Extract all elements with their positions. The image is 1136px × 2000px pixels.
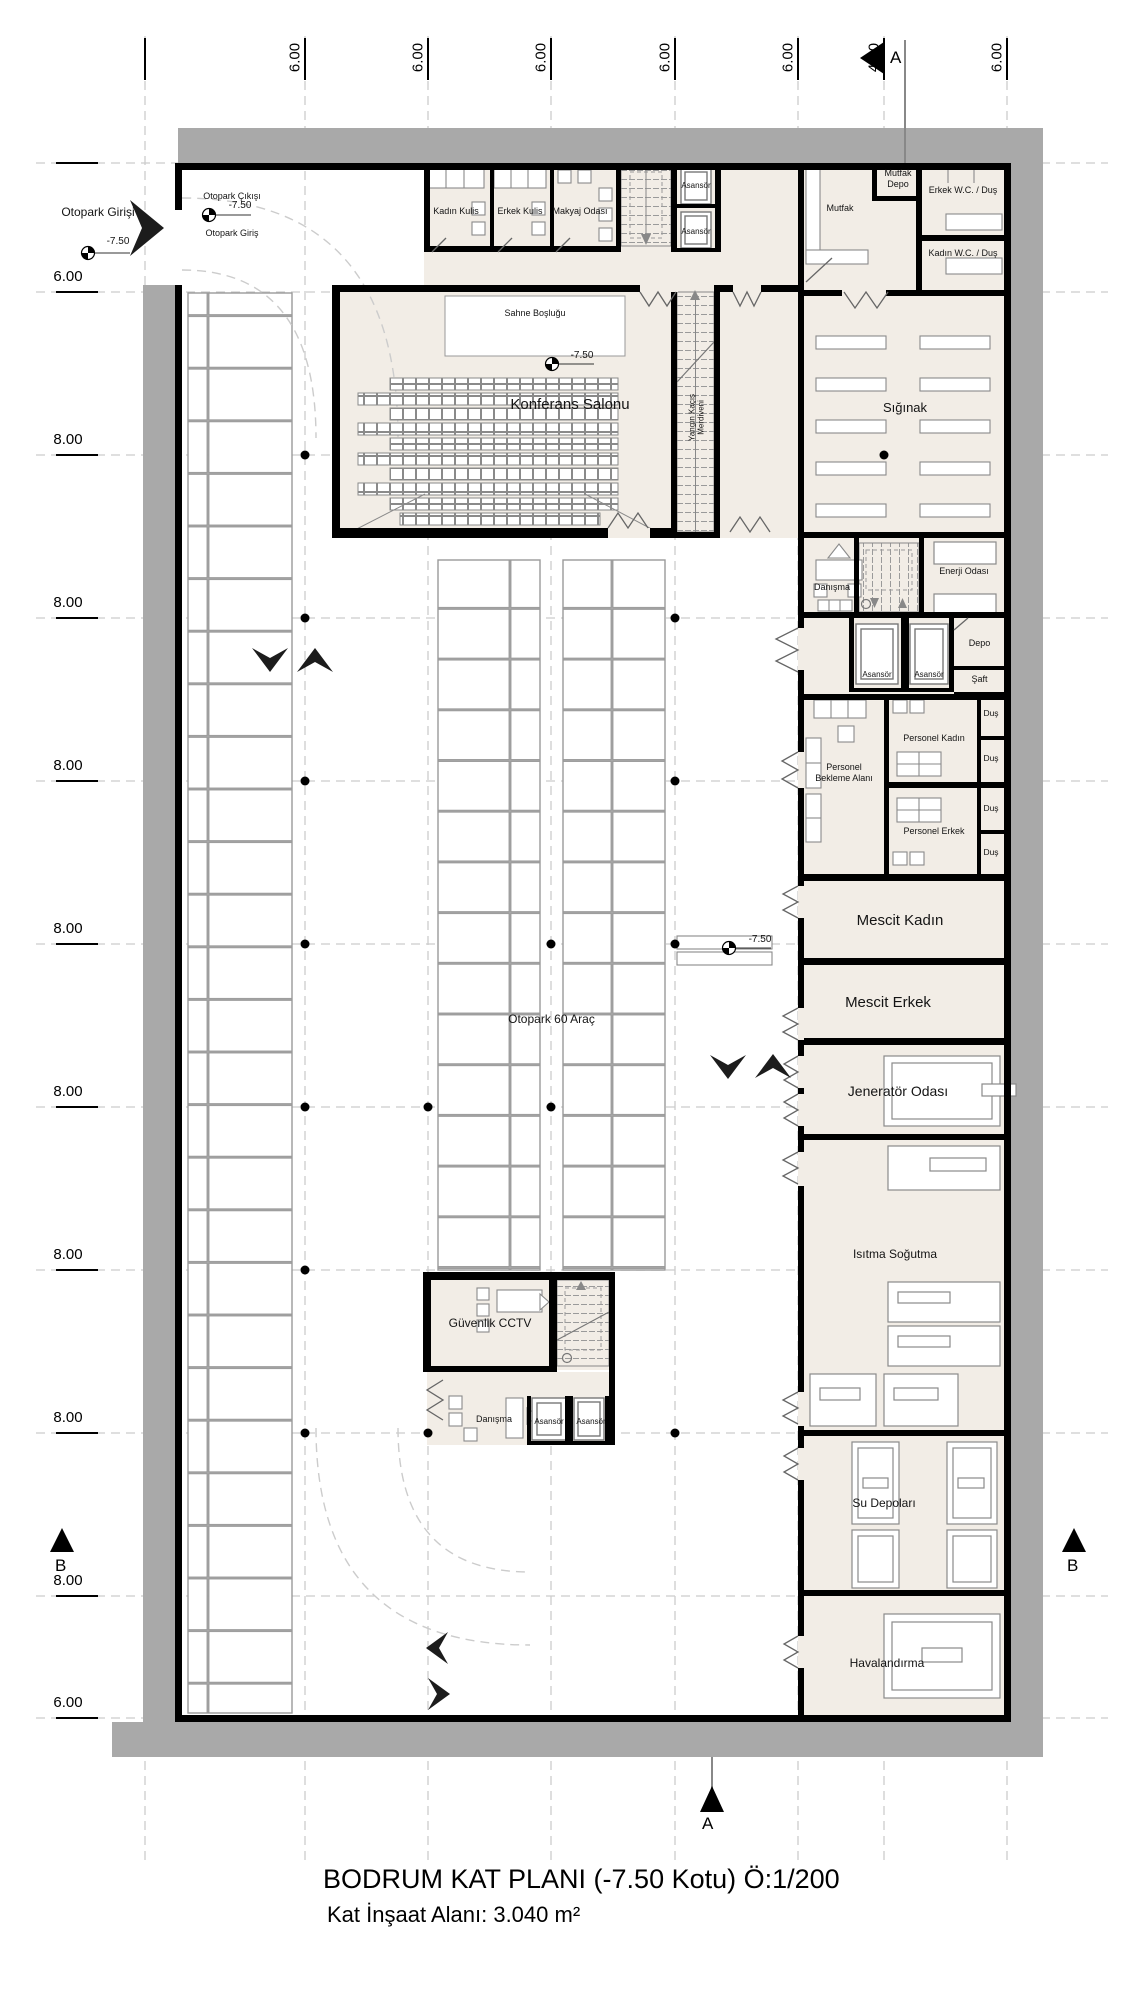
entrance-level: -7.50 [106, 236, 130, 247]
room-label-yangin-kacis: Yangın Kaçış Merdiveni [687, 393, 706, 441]
room-label-su-depolari: Su Depoları [852, 1496, 916, 1510]
room-label-asansor-1: Asansör [681, 181, 711, 190]
room-label-dus-1: Duş [983, 708, 999, 718]
stairs-security-core [557, 1280, 609, 1366]
room-label-asansor-4: Asansör [914, 670, 944, 679]
room-label-personel-kadin: Personel Kadın [903, 733, 965, 743]
plan-title: BODRUM KAT PLANI (-7.50 Kotu) Ö:1/200 [323, 1864, 840, 1894]
room-label-makyaj-odasi: Makyaj Odası [552, 206, 608, 216]
dim-top-5: 6.00 [779, 42, 797, 73]
room-label-danisma-core: Danışma [813, 582, 850, 592]
entry-label: Otopark Giriş [205, 228, 259, 238]
parking-level: -7.50 [748, 934, 772, 945]
room-label-depo: Depo [968, 638, 991, 648]
exit-label: Otopark Çıkışı [203, 191, 261, 201]
room-label-danisma-bottom: Danışma [475, 1414, 512, 1424]
room-label-jenerator-odasi: Jeneratör Odası [847, 1083, 949, 1099]
stairs-core [859, 543, 919, 612]
room-label-kadin-kulis: Kadın Kulis [433, 206, 479, 216]
room-label-mescit-erkek: Mescit Erkek [845, 994, 931, 1011]
dim-left-4: 8.00 [53, 757, 83, 774]
room-label-konferans-salonu: Konferans Salonu [510, 396, 630, 413]
room-label-dus-3: Duş [983, 803, 999, 813]
room-label-otopark: Otopark 60 Araç [508, 1012, 595, 1026]
room-label-mescit-kadin: Mescit Kadın [856, 912, 944, 929]
room-label-havalandirma: Havalandırma [849, 1656, 925, 1670]
dim-left-9: 8.00 [53, 1572, 83, 1589]
section-letter-b-right: B [1067, 1556, 1079, 1575]
room-label-enerji-odasi: Enerji Odası [939, 566, 989, 576]
plan-subtitle: Kat İnşaat Alanı: 3.040 m² [327, 1902, 581, 1927]
conference-stage [445, 296, 625, 356]
dim-top-2: 6.00 [409, 42, 427, 73]
dim-top-1: 6.00 [286, 42, 304, 73]
section-letter-b-left: B [55, 1556, 67, 1575]
room-label-personel-erkek: Personel Erkek [903, 826, 965, 836]
entrance-title: Otopark Girişi [61, 205, 135, 219]
room-label-siginak: Sığınak [882, 400, 928, 415]
dim-left-10: 6.00 [53, 1694, 83, 1711]
dim-top-6: 4.00 [865, 42, 883, 73]
section-marker-a-bottom [700, 1757, 724, 1812]
room-label-asansor-5: Asansör [534, 1417, 564, 1426]
room-label-kadin-wc: Kadın W.C. / Duş [928, 248, 998, 258]
hall-level: -7.50 [570, 350, 594, 361]
room-label-guvenlik-cctv: Güvenlik CCTV [448, 1316, 532, 1330]
room-label-personel-bekleme: Personel Bekleme Alanı [815, 762, 873, 783]
section-marker-b-right [1062, 1528, 1086, 1552]
dim-top-7: 6.00 [988, 42, 1006, 73]
room-label-sahne-boslugu: Sahne Boşluğu [504, 308, 566, 318]
room-label-erkek-wc: Erkek W.C. / Duş [928, 185, 998, 195]
room-label-dus-2: Duş [983, 753, 999, 763]
room-label-dus-4: Duş [983, 847, 999, 857]
room-label-asansor-2: Asansör [681, 227, 711, 236]
dim-left-5: 8.00 [53, 920, 83, 937]
room-label-asansor-6: Asansör [576, 1417, 606, 1426]
room-label-erkek-kulis: Erkek Kulis [497, 206, 543, 216]
section-letter-a-top: A [890, 48, 902, 67]
dim-top-3: 6.00 [532, 42, 550, 73]
dim-left-6: 8.00 [53, 1083, 83, 1100]
room-label-mutfak: Mutfak [826, 203, 854, 213]
room-label-saft: Şaft [971, 674, 988, 684]
dim-left-8: 8.00 [53, 1409, 83, 1426]
section-marker-b-left [50, 1528, 74, 1552]
room-label-mutfak-depo: Mutfak Depo [884, 168, 912, 189]
dim-left-3: 8.00 [53, 594, 83, 611]
exit-level: -7.50 [228, 200, 252, 211]
dim-left-2: 8.00 [53, 431, 83, 448]
room-label-asansor-3: Asansör [862, 670, 892, 679]
dim-left-1: 6.00 [53, 268, 83, 285]
dim-top-4: 6.00 [656, 42, 674, 73]
stairs-backstage [621, 166, 671, 246]
dim-left-7: 8.00 [53, 1246, 83, 1263]
room-label-isitma-sogutma: Isıtma Soğutma [852, 1247, 938, 1261]
section-letter-a-bottom: A [702, 1814, 714, 1833]
